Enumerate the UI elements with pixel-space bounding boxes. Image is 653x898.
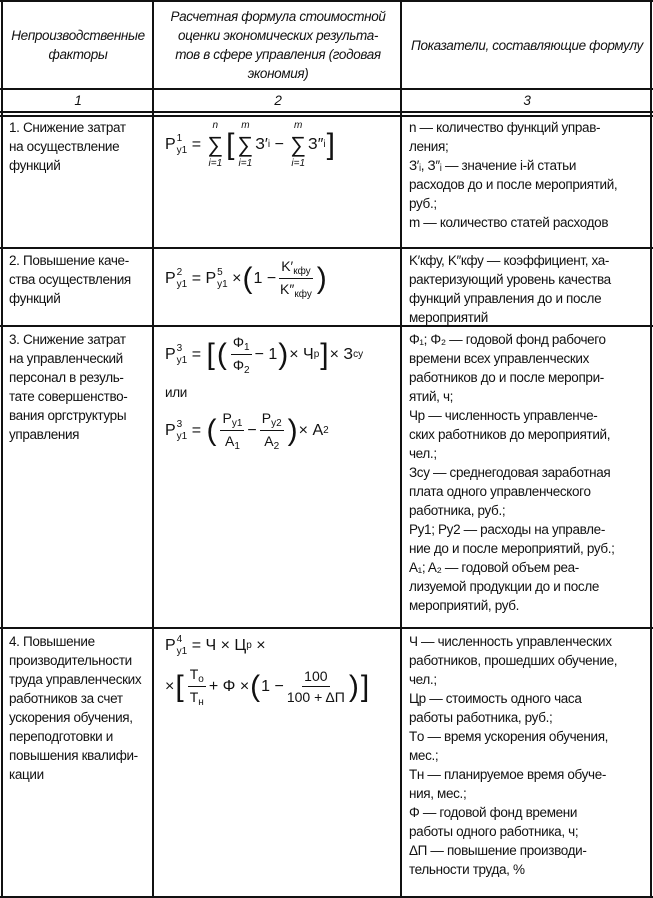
formula-cell-1 bbox=[165, 120, 336, 170]
row-divider bbox=[0, 627, 653, 629]
formula-cell-3 bbox=[165, 332, 363, 453]
indicators-text: n — количество функций управ- ления; З′ᵢ, З″ᵢ — значение i-й статьи расходов до и после мероприятий, руб.; m — количество статей расходов bbox=[409, 120, 618, 230]
table-border bbox=[650, 0, 652, 898]
formula-2: P 2 у1 = P 5 у1 × ( 1 − $\frac{K'_{кфу}}{K''_{кфу}}$ ) bbox=[165, 258, 327, 300]
factor-text: 1. Снижение затрат на осуществление функций bbox=[9, 120, 126, 173]
factor-text: 3. Снижение затрат на управленческий персонал в резуль- тате совершенство- вания оргструктуры управления bbox=[9, 332, 128, 442]
header-indicators: Показатели, составляющие формулу bbox=[411, 37, 643, 53]
formula-cell-2 bbox=[165, 256, 328, 301]
indicators-text: K′кфу, K″кфу — коэффициент, ха- рактеризующий уровень качества функций управления до и после мероприятий bbox=[409, 253, 611, 325]
column-number: 1 bbox=[74, 93, 82, 108]
header-formula: Расчетная формула стоимостной оценки экономических результа- тов в сфере управления (годовая экономия) bbox=[170, 9, 386, 81]
header-factors: Непроизводственные факторы bbox=[11, 28, 145, 62]
column-divider bbox=[400, 0, 402, 898]
column-divider bbox=[152, 0, 154, 898]
column-number: 2 bbox=[274, 93, 282, 108]
formula-4-line2: × [ $\frac{T_о}{T_н}$ + Φ × ( 1 − $\frac{100}{100 + \Delta\Pi}$ ) ] bbox=[165, 666, 370, 708]
factor-text: 4. Повышение производительности труда управленческих работников за счет ускорения обучения, переподготовки и повышения квалифи- кации bbox=[9, 634, 142, 782]
table-border bbox=[1, 0, 3, 898]
formula-3b: P 3 у1 = ( $\frac{P_{у1}}{A_1}$ − $\frac{P_{у2}}{A_2}$ ) × A 2 bbox=[165, 410, 329, 452]
row-divider bbox=[0, 247, 653, 249]
row-divider bbox=[0, 115, 653, 117]
row-divider bbox=[0, 111, 653, 113]
factor-text: 2. Повышение каче- ства осуществления функций bbox=[9, 253, 131, 306]
indicators-text: Φ₁; Φ₂ — годовой фонд рабочего времени всех управленческих работников до и после меропри- ятий, ч; Чр — численность управленче- ских работников до мероприятий, чел.; Зсу — среднегодовая заработная плата одного управленческого работника, руб.; Ру1; Ру2 — расходы на управле- ние до и после мероприятий, руб.; A₁; A₂ — годовой объем реа- лизуемой продукции до и после мероприятий, руб. bbox=[409, 332, 615, 613]
indicators-text: Ч — численность управленческих работников, прошедших обучение, чел.; Цр — стоимость одного часа работы работника, руб.; Tо — время ускорения обучения, мес.; Tн — планируемое время обуче- ния, мес.; Φ — годовой фонд времени работы одного работника, ч; ΔП — повышение производи- тельности труда, % bbox=[409, 634, 618, 877]
or-text: или bbox=[165, 385, 187, 400]
formula-cell-4 bbox=[165, 634, 370, 709]
formula-4-line1: P 4 у1 = Ч × Ц р × bbox=[165, 634, 266, 657]
column-number: 3 bbox=[523, 93, 531, 108]
formula-3a: P 3 у1 = [ ( $\frac{\Phi_1}{\Phi_2}$ − 1 ) × Ч р ] × З су bbox=[165, 334, 364, 376]
formula-1: P 1 у1 = n ∑ i=1 [ m ∑ i=1 З′ i − m ∑ i=1 З″ i ] bbox=[165, 120, 335, 169]
